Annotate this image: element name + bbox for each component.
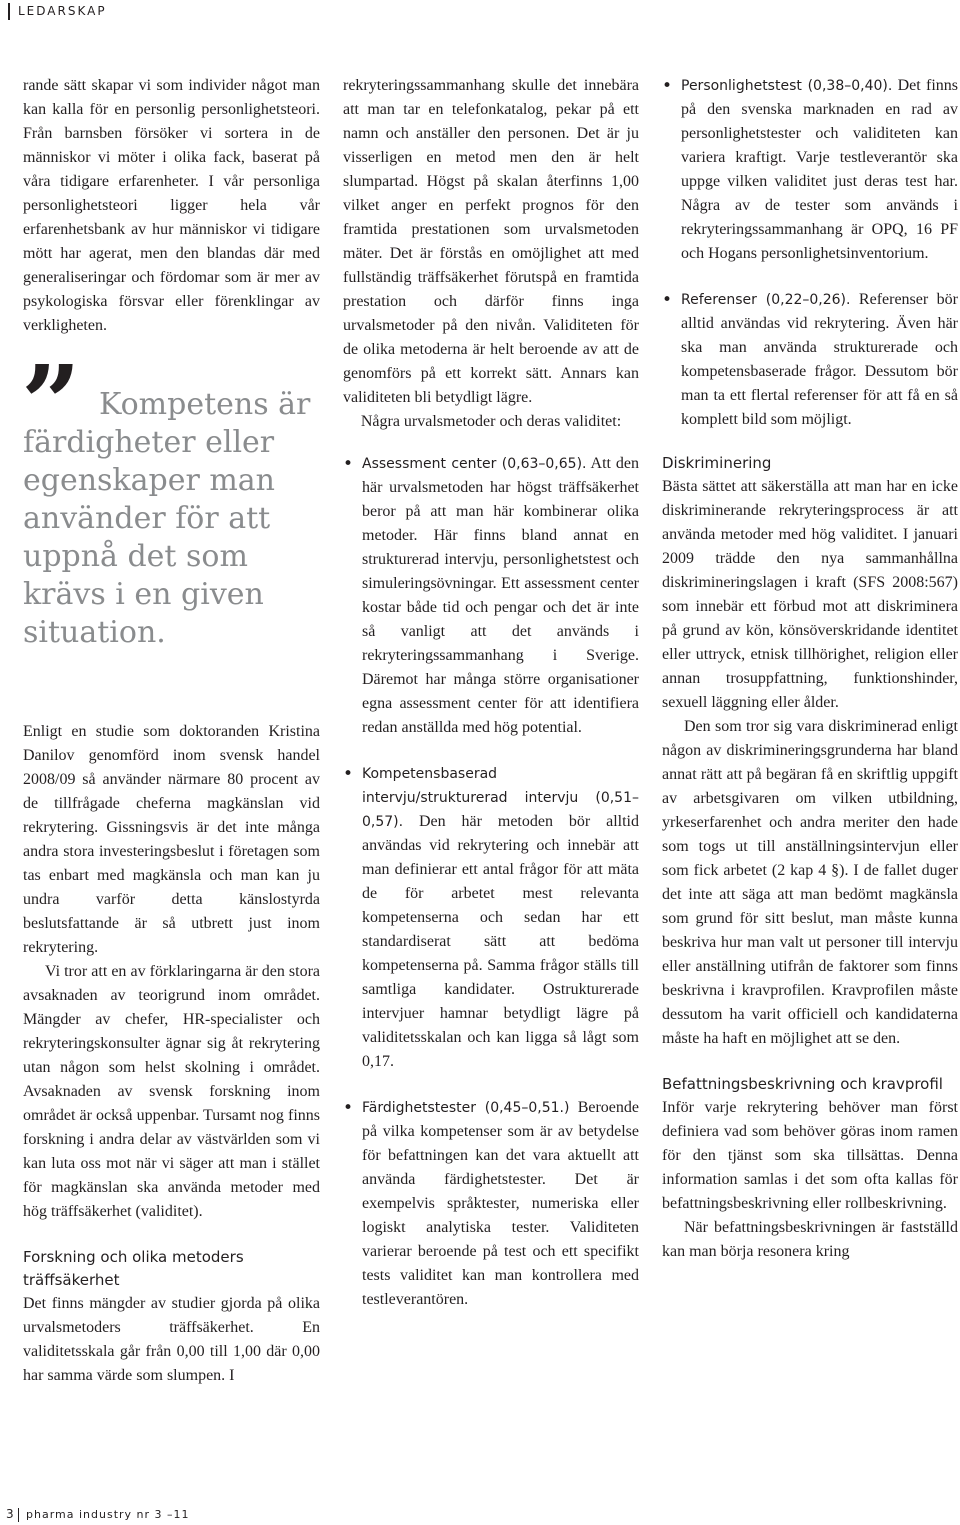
pull-quote	[21, 342, 320, 656]
bullet-structured-interview	[343, 762, 639, 1074]
bullet-title: Assessment center (0,63–0,65).	[362, 456, 587, 472]
page-footer	[0, 1505, 400, 1525]
paragraph-validity-scale: Det finns mängder av studier gjorda på olika urvalsmetoders träffsäkerhet. En validitetsskala går från 0,00 till 1,00 där 0,00 har samma värde som slumpen. I	[23, 1295, 320, 1384]
heading-job-description: Befattningsbeskrivning och kravprofil	[662, 1075, 943, 1093]
bullet-title: Färdighetstester (0,45–0,51.)	[362, 1100, 570, 1116]
paragraph-phonebook: rekryteringssammanhang skulle det innebära att man tar en telefonkatalog, pekar på ett namn och anställer den personen. Det är ju visserligen en metod men den är helt slumpartad. Högst på skalan återfinns 1,00 vilket anger en perfekt prognos för den framtida prestationen som urvalsmetoden mäter. Det är förstås en omöjlighet att med fullständig träffsäkerhet förutspå en framtida prestation och därför finns inga urvalsmetoder på den nivån. Validiteten för de olika metoderna är helt beroende av att de genomförs på ett korrekt sätt. Annars kan validiteten bli betydligt lägre.	[343, 77, 639, 406]
column-1	[23, 74, 320, 1388]
magazine-name: pharma industry nr 3 –11	[26, 1508, 190, 1521]
paragraph-job-description: Inför varje rekrytering behöver man först definiera vad som behöver göras inom ramen för den tjänst som ska tillsättas. Denna information samlas i det som ofta kallas för befattningsbeskrivning eller rollbeskrivning.	[662, 1099, 958, 1212]
paragraph-discrimination: Bästa sättet att säkerställa att man har en icke diskriminerande rekryteringsprocess är att använda metoder med hög validitet. I januari 2009 trädde den nya sammanhållna diskrimineringslagen i kraft (SFS 2008:567) som innebär ett förbud mot att diskriminera på grund av kön, könsöverskridande identitet eller uttryck, etnisk tillhörighet, religion eller annan trosuppfattning, funktionshinder, sexuell läggning eller ålder.	[662, 478, 958, 711]
paragraph-study: Enligt en studie som doktoranden Kristina Danilov genomförd inom svensk handel 2008/09 så använder närmare 80 procent av de tillfrågade cheferna magkänslan vid rekrytering. Gissningsvis är det inte många andra stora investeringsbeslut i företagen som tas enbart med magkänsla och man kan ju undra varför detta känslostyrda beslutsfattande är så utbrett just inom rekrytering.	[23, 723, 320, 956]
quote-mark-icon: ”	[21, 342, 81, 465]
paragraph-methods-intro: Några urvalsmetoder och deras validitet:	[360, 413, 622, 430]
section-label: LEDARSKAP	[18, 4, 107, 18]
heading-discrimination: Diskriminering	[662, 454, 772, 472]
bullet-text: Den här metoden bör alltid användas vid rekrytering och innebär att man definierar ett antal frågor för att mäta de för arbetet mest relevanta kompetenserna och sedan har ett standardiserat sätt att bedöma kompetenserna på. Samma frågor ställs till samtliga kandidater. Ostrukturerade intervjuer hamnar betydligt lägre på validitetsskalan och kan ligga så lågt som 0,17.	[362, 813, 639, 1070]
column-2	[343, 74, 639, 1312]
bullet-skill-tests	[343, 1096, 639, 1312]
paragraph-explanation: Vi tror att en av förklaringarna är den stora avsaknaden av teorigrund inom området. Mängder av chefer, HR-specialister och rekryteringskonsulter ägnar sig åt rekrytering utan någon som helst skolning i området. Avsaknaden av svensk forskning inom området är också uppenbar. Tursamt nog finns forskning i andra delar av västvärlden som vi kan luta oss mot när vi säger att man i stället för magkänslan ska använda metoder med hög träffsäkerhet (validitet).	[23, 963, 320, 1220]
page-header	[0, 0, 960, 26]
bullet-personality-test	[662, 74, 958, 266]
footer-rule	[18, 1508, 19, 1522]
bullet-text: Beroende på vilka kompetenser som är av betydelse för befattningen kan det vara aktuellt att använda färdighetstester. Det är exempelvis språktester, numeriska eller logiskt analytiska tester. Validiteten varierar beroende på test och ett specifikt tests validitet kan man kontrollera med testleverantören.	[362, 1099, 639, 1308]
bullet-text: Att den här urvalsmetoden har högst träffsäkerhet beror på att man här kombinerar olika metoder. Här finns bland annat en strukturerad intervju, personlighetstest och simuleringsövningar. Ett assessment center kostar både tid och pengar och det är inte så vanligt att det används i rekryteringssammanhang i Sverige. Däremot har många större organisationer egna assessment center för att identifiera redan anställda med hög potential.	[362, 455, 639, 736]
bullet-title: Personlighetstest (0,38–0,40).	[681, 78, 893, 94]
bullet-assessment-center	[343, 452, 639, 740]
page-number: 3	[6, 1507, 14, 1521]
bullet-title: Referenser (0,22–0,26).	[681, 292, 851, 308]
bullet-references	[662, 288, 958, 432]
paragraph-rights: Den som tror sig vara diskriminerad enligt någon av diskrimineringsgrunderna har bland annat rätt att på begäran få en skriftlig uppgift av arbetsgivaren om vilken utbildning, yrkeserfarenhet och andra meriter den hade som togs ut till anställningsintervjun eller som fick arbetet (2 kap 4 §). I de fallet duger det inte att säga att man bedömt magkänsla som grund för sitt beslut, man måste kunna beskriva hur man valt ut personer till intervju eller anställning utifrån de faktorer som finns beskrivna i kravprofilen. Kravprofilen måste dessutom ha varit officiell och kandidaterna måste ha haft en möjlighet att se den.	[662, 718, 958, 1047]
header-rule	[8, 3, 10, 20]
pull-quote-text: Kompetens är färdigheter eller egenskaper man använder för att uppnå det som krävs i en given situation.	[23, 387, 311, 650]
intro-paragraph: rande sätt skapar vi som individer något man kan kalla för en personlig personlighetsteori. Från barnsben försöker vi sortera in de människor vi möter i olika fack, baserat på våra tidigare erfarenheter. I vår personliga personlighetsteori ligger hela vår erfarenhetsbank av hur människor vi tidigare mött har agerat, men den blandas där med generaliseringar och fördomar som är mer av psykologiska försvar eller förenklingar av verkligheten.	[23, 77, 320, 334]
heading-research: Forskning och olika metoders träffsäkerhet	[23, 1248, 244, 1289]
bullet-text: Referenser bör alltid användas vid rekrytering. Även här ska man använda strukturerade och kompetensbaserade frågor. Dessutom bör man ta ett flertal referenser för att få en så komplett bild som möjligt.	[681, 291, 958, 428]
bullet-title: Kompetensbaserad intervju/strukturerad intervju (0,51–0,57).	[362, 766, 639, 830]
bullet-text: Det finns på den svenska marknaden en rad av personlighetstester och validiteten kan variera kraftigt. Varje testleverantör ska uppge vilken validitet just deras test har. Några av de tester som används i rekryteringssammanhang är OPQ, 16 PF och Hogans personlighetsinventorium.	[681, 77, 958, 262]
column-3	[662, 74, 958, 1264]
paragraph-continue: När befattningsbeskrivningen är fastställd kan man börja resonera kring	[662, 1219, 958, 1260]
